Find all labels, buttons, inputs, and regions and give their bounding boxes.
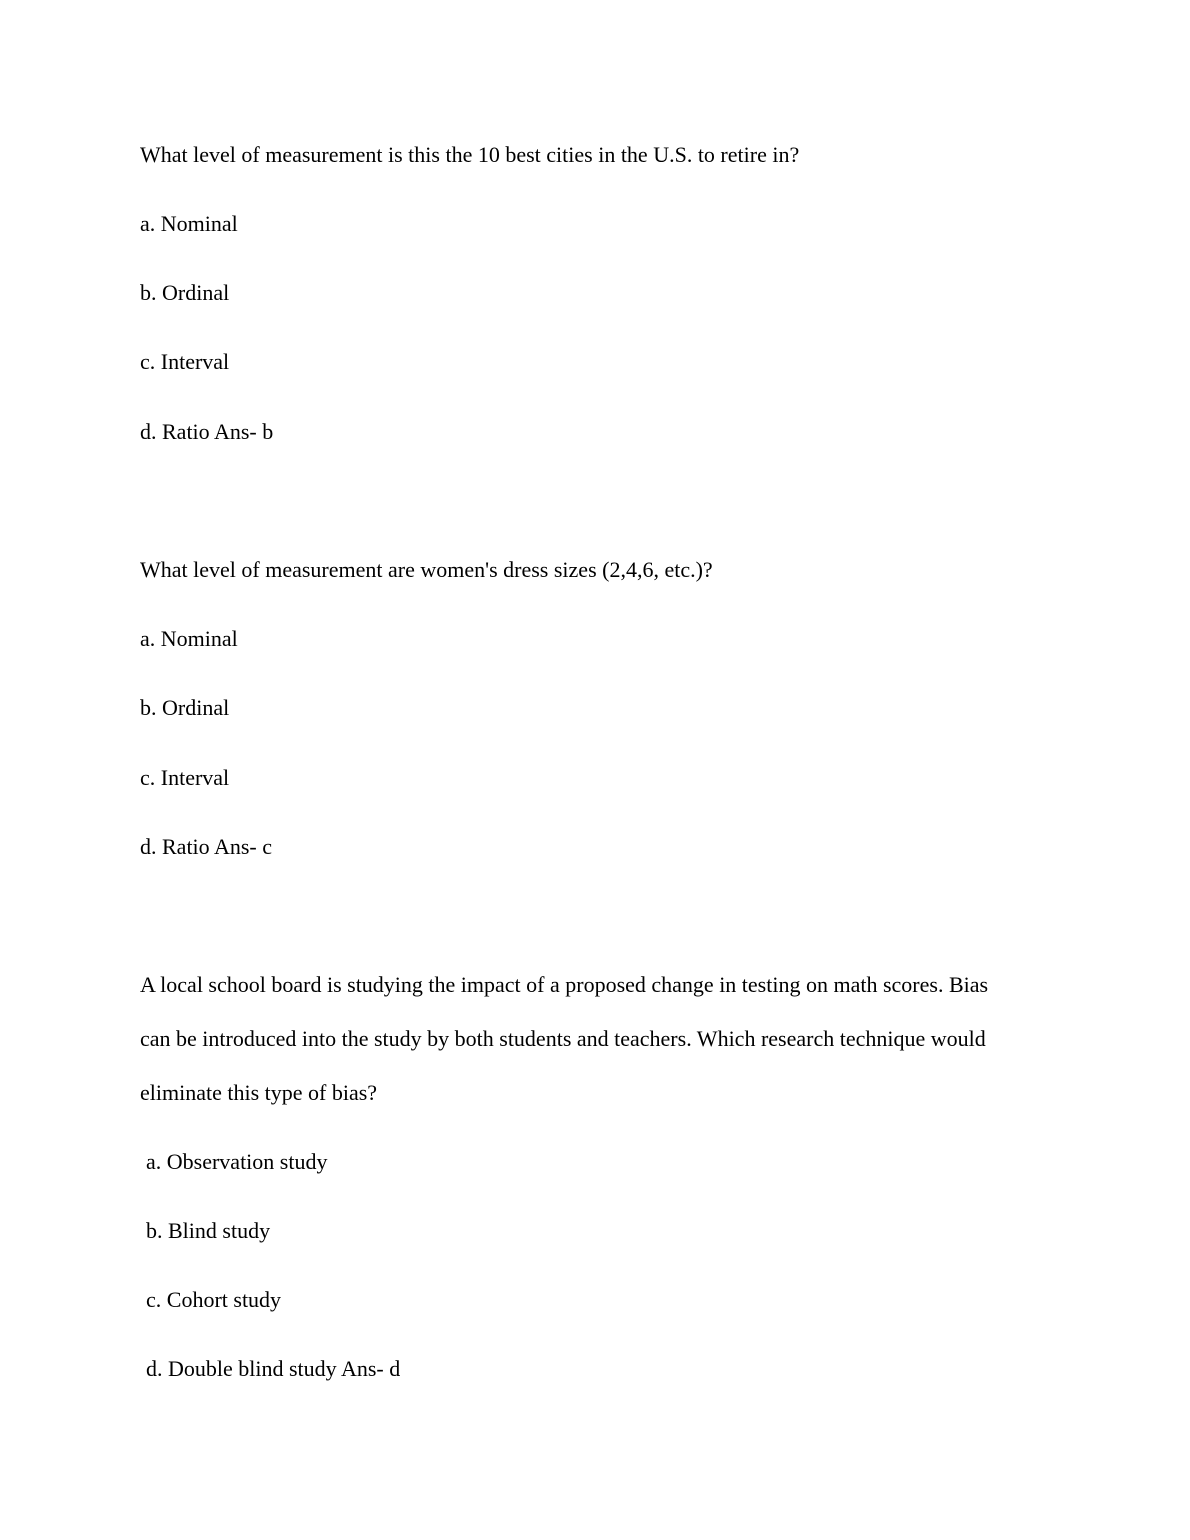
question-2-option-a: a. Nominal xyxy=(140,626,238,651)
question-1-text: What level of measurement is this the 10 best cities in the U.S. to retire in? xyxy=(140,142,800,167)
question-1-option-c: c. Interval xyxy=(140,349,230,374)
question-2-option-b: b. Ordinal xyxy=(140,695,230,720)
question-3-option-d: d. Double blind study Ans- d xyxy=(146,1356,401,1381)
question-2-option-d: d. Ratio Ans- c xyxy=(140,834,272,859)
question-3-text-line-1: A local school board is studying the impact of a proposed change in testing on math scores. Bias xyxy=(140,972,989,997)
question-2-option-c: c. Interval xyxy=(140,765,230,790)
question-3-option-a: a. Observation study xyxy=(146,1149,328,1174)
question-1-option-b: b. Ordinal xyxy=(140,280,230,305)
question-3-option-b: b. Blind study xyxy=(146,1218,271,1243)
question-1-option-d: d. Ratio Ans- b xyxy=(140,419,274,444)
question-3-text-line-3: eliminate this type of bias? xyxy=(140,1080,378,1105)
question-3-option-c: c. Cohort study xyxy=(146,1287,282,1312)
question-3-text-line-2: can be introduced into the study by both students and teachers. Which research technique would xyxy=(140,1026,986,1051)
question-2-text: What level of measurement are women's dress sizes (2,4,6, etc.)? xyxy=(140,557,713,582)
question-1-option-a: a. Nominal xyxy=(140,211,238,236)
